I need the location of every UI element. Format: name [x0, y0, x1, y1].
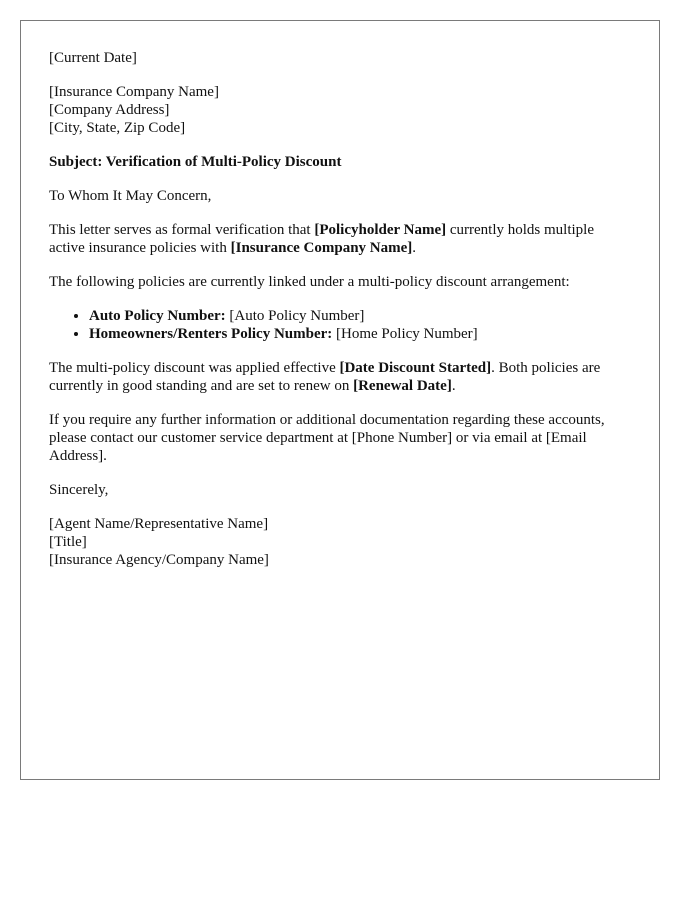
- policy-list: [49, 307, 631, 343]
- signature-agency: [Insurance Agency/Company Name]: [49, 552, 269, 568]
- policies-intro-paragraph: The following policies are currently linked under a multi-policy discount arrangement:: [49, 274, 570, 290]
- signature-block: [49, 515, 631, 569]
- paragraph3-text-b: . Both policies are currently in good standing and are set to renew on: [49, 360, 601, 394]
- policy-label: Homeowners/Renters Policy Number:: [89, 326, 333, 342]
- paragraph1-text-b: currently holds multiple active insurance policies with: [49, 222, 594, 256]
- subject-line: [49, 153, 631, 171]
- signature-name: [Agent Name/Representative Name]: [49, 516, 269, 532]
- recipient-city-state-zip: [City, State, Zip Code]: [49, 120, 186, 136]
- policy-value: [Auto Policy Number]: [225, 308, 365, 324]
- recipient-address-line: [Company Address]: [49, 102, 170, 118]
- paragraph1-text-c: .: [412, 240, 417, 256]
- list-item: [89, 307, 631, 325]
- letter-date: [Current Date]: [49, 50, 137, 66]
- paragraph3-text-a: The multi-policy discount was applied effective: [49, 360, 340, 376]
- discount-start-date: [Date Discount Started]: [339, 360, 492, 376]
- closing: Sincerely,: [49, 482, 109, 498]
- paragraph3-text-c: .: [451, 378, 456, 394]
- letter-page: [20, 20, 660, 780]
- date-block: [49, 49, 631, 67]
- insurance-company-name: [Insurance Company Name]: [230, 240, 413, 256]
- recipient-address: [49, 83, 631, 137]
- recipient-company: [Insurance Company Name]: [49, 84, 219, 100]
- signature-title: [Title]: [49, 534, 87, 550]
- paragraph1-text-a: This letter serves as formal verification that: [49, 222, 315, 238]
- contact-paragraph: If you require any further information or additional documentation regarding these accounts, please contact our customer service department at [Phone Number] or via email at [Email Address].: [49, 412, 605, 464]
- discount-paragraph: [49, 359, 631, 395]
- verification-paragraph: [49, 221, 631, 257]
- subject-text: Subject: Verification of Multi-Policy Discount: [49, 154, 342, 170]
- renewal-date: [Renewal Date]: [353, 378, 452, 394]
- policy-label: Auto Policy Number:: [89, 308, 226, 324]
- policy-value: [Home Policy Number]: [332, 326, 478, 342]
- salutation: To Whom It May Concern,: [49, 188, 212, 204]
- policyholder-name: [Policyholder Name]: [314, 222, 447, 238]
- list-item: [89, 325, 631, 343]
